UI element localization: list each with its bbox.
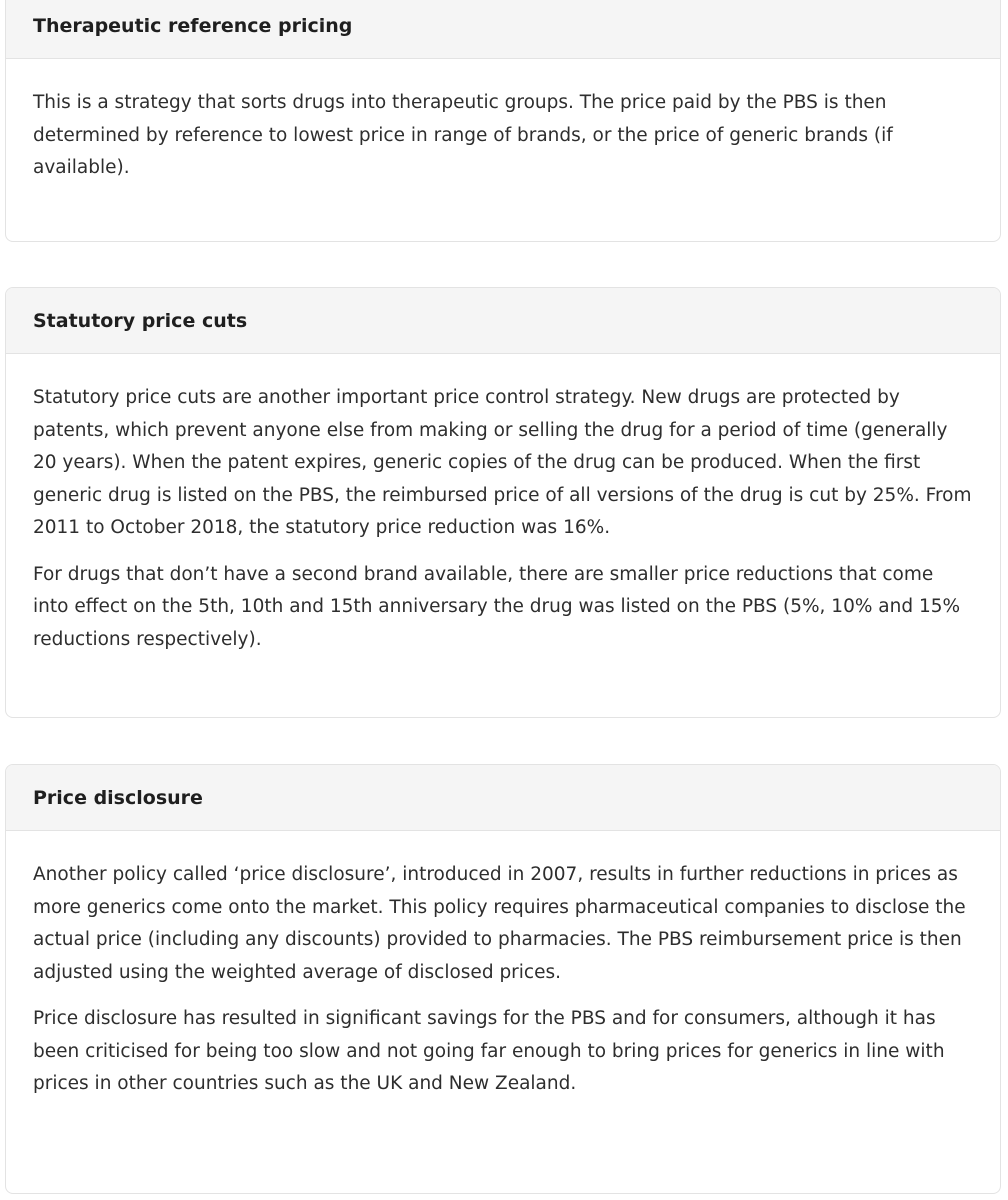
section-body (6, 354, 1000, 656)
section-card-price-disclosure (5, 764, 1001, 1194)
section-title: Statutory price cuts (33, 309, 248, 332)
section-body (6, 831, 1000, 1101)
section-card-therapeutic-reference-pricing (5, 0, 1001, 242)
section-paragraph: Price disclosure has resulted in significant savings for the PBS and for consumers, although it has been criticised for being too slow and not going far enough to bring prices for generics in line with prices in other countries such as the UK and New Zealand. (33, 1008, 945, 1094)
section-card-statutory-price-cuts (5, 287, 1001, 718)
section-header (6, 288, 1000, 354)
section-header (6, 0, 1000, 59)
section-paragraph: Statutory price cuts are another important price control strategy. New drugs are protected by patents, which prevent anyone else from making or selling the drug for a period of time (generally 20 years). When the patent expires, generic copies of the drug can be produced. When the first generic drug is listed on the PBS, the reimbursed price of all versions of the drug is cut by 25%. From 2011 to October 2018, the statutory price reduction was 16%. (33, 387, 972, 538)
section-title: Price disclosure (33, 786, 203, 809)
section-paragraph: For drugs that don’t have a second brand available, there are smaller price reductions that come into effect on the 5th, 10th and 15th anniversary the drug was listed on the PBS (5%, 10% and 15% reductions respectively). (33, 563, 961, 650)
section-paragraph: Another policy called ‘price disclosure’, introduced in 2007, results in further reductions in prices as more generics come onto the market. This policy requires pharmaceutical companies to disclose the actual price (including any discounts) provided to pharmacies. The PBS reimbursement price is then adjusted using the weighted average of disclosed prices. (33, 864, 966, 983)
section-title: Therapeutic reference pricing (33, 14, 353, 37)
section-paragraph: This is a strategy that sorts drugs into therapeutic groups. The price paid by the PBS is then determined by reference to lowest price in range of brands, or the price of generic brands (if available). (33, 92, 893, 178)
section-body (6, 59, 1000, 185)
section-header (6, 765, 1000, 831)
